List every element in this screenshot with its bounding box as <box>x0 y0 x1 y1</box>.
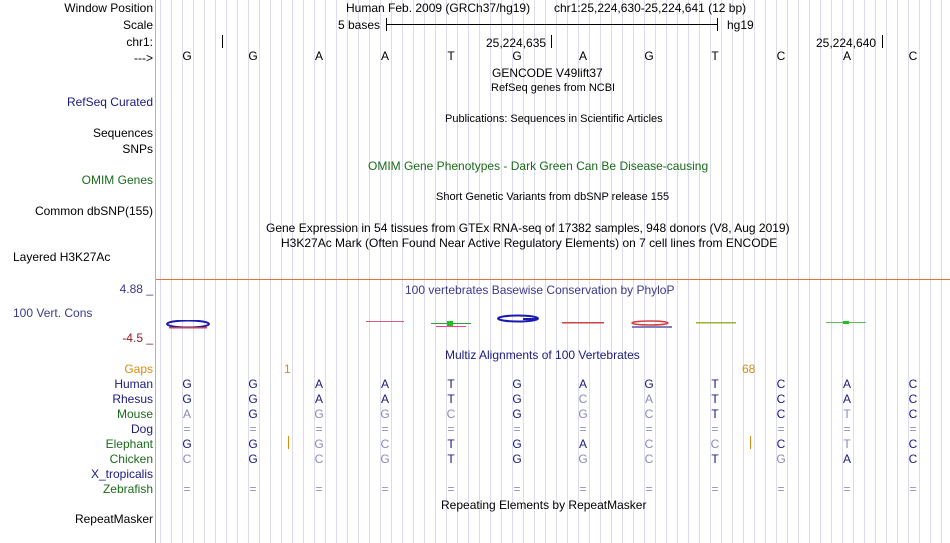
alignment-base: G <box>776 452 786 466</box>
species-label[interactable]: Chicken <box>109 452 153 466</box>
gaps-label: Gaps <box>124 362 153 376</box>
guide-line <box>743 0 744 543</box>
cons-track-label[interactable]: 100 Vert. Cons <box>13 306 93 320</box>
alignment-base: = <box>711 482 719 496</box>
alignment-base: = <box>447 422 455 436</box>
alignment-base: A <box>380 377 389 391</box>
guide-line <box>226 0 227 543</box>
reference-base: A <box>380 49 389 63</box>
alignment-base: A <box>644 392 653 406</box>
alignment-base: = <box>513 422 521 436</box>
species-label[interactable]: X_tropicalis <box>90 467 153 481</box>
alignment-base: = <box>711 422 719 436</box>
guide-line <box>688 0 689 543</box>
guide-line <box>435 0 436 543</box>
alignment-base: G <box>248 392 258 406</box>
repeatmasker-title[interactable]: Repeating Elements by RepeatMasker <box>441 498 647 512</box>
alignment-base: C <box>776 407 786 421</box>
alignment-base: G <box>248 452 258 466</box>
alignment-base: = <box>909 482 917 496</box>
alignment-base: G <box>314 437 324 451</box>
window-position-label: Window Position <box>64 1 153 15</box>
alignment-base: G <box>182 392 192 406</box>
alignment-base: A <box>842 377 851 391</box>
h3k27ac-track-label[interactable]: Layered H3K27Ac <box>13 250 111 264</box>
guide-line <box>809 0 810 543</box>
alignment-base: C <box>776 377 786 391</box>
guide-line <box>336 0 337 543</box>
guide-line <box>875 0 876 543</box>
alignment-base: G <box>380 452 390 466</box>
reference-base: T <box>447 49 455 63</box>
ruler-tick <box>222 35 223 48</box>
guide-line <box>930 0 931 543</box>
alignment-base: C <box>776 437 786 451</box>
guide-line <box>358 0 359 543</box>
guide-line <box>369 0 370 543</box>
ruler-coord-2: 25,224,640 <box>816 36 877 50</box>
logo-small-icon <box>366 320 404 324</box>
alignment-base: G <box>248 377 258 391</box>
alignment-base: A <box>578 377 587 391</box>
alignment-base: G <box>512 437 522 451</box>
alignment-base: G <box>578 407 588 421</box>
alignment-base: = <box>315 422 323 436</box>
guide-line <box>413 0 414 543</box>
refseq-track-label[interactable]: RefSeq Curated <box>66 95 153 109</box>
scale-bar-line <box>386 24 718 25</box>
chrom-label: chr1: <box>126 35 153 49</box>
alignment-base: T <box>843 437 851 451</box>
guide-line <box>347 0 348 543</box>
gap-count-2: 68 <box>742 362 756 376</box>
reference-base: G <box>644 49 654 63</box>
guide-line <box>666 0 667 543</box>
alignment-base: G <box>182 437 192 451</box>
alignment-base: C <box>644 437 654 451</box>
alignment-base: G <box>512 407 522 421</box>
alignment-base: = <box>777 482 785 496</box>
logo-g-icon <box>166 320 212 330</box>
reference-base: G <box>512 49 522 63</box>
scale-bar-label: 5 bases <box>338 18 381 32</box>
alignment-base: = <box>843 422 851 436</box>
species-label[interactable]: Mouse <box>116 407 153 421</box>
guide-line <box>765 0 766 543</box>
reference-base: C <box>908 49 918 63</box>
species-label[interactable]: Elephant <box>105 437 153 451</box>
guide-line <box>864 0 865 543</box>
alignment-base: = <box>513 482 521 496</box>
alignment-base: G <box>512 377 522 391</box>
alignment-base: C <box>314 452 324 466</box>
alignment-base: A <box>842 452 851 466</box>
alignment-base: = <box>579 482 587 496</box>
alignment-base: C <box>182 452 192 466</box>
alignment-base: A <box>314 392 323 406</box>
reference-base: G <box>182 49 192 63</box>
alignment-base: T <box>843 407 851 421</box>
guide-line <box>292 0 293 543</box>
logo-a-icon <box>826 320 866 326</box>
guide-line <box>732 0 733 543</box>
ruler-coord-1: 25,224,635 <box>486 36 547 50</box>
ruler-tick <box>551 35 552 48</box>
omim-title[interactable]: OMIM Gene Phenotypes - Dark Green Can Be Disease-causing <box>368 159 709 173</box>
logo-g-icon <box>497 314 543 324</box>
alignment-base: T <box>711 407 719 421</box>
alignment-base: A <box>314 377 323 391</box>
guide-line <box>831 0 832 543</box>
alignment-base: C <box>578 392 588 406</box>
alignment-base: = <box>381 482 389 496</box>
alignment-base: G <box>578 452 588 466</box>
alignment-base: C <box>380 437 390 451</box>
insertion-marker <box>288 436 289 449</box>
alignment-base: = <box>843 482 851 496</box>
phylop-title[interactable]: 100 vertebrates Basewise Conservation by PhyloP <box>405 283 675 297</box>
guide-line <box>215 0 216 543</box>
alignment-base: = <box>909 422 917 436</box>
species-label[interactable]: Human <box>114 377 153 391</box>
guide-line <box>754 0 755 543</box>
alignment-base: = <box>381 422 389 436</box>
omim-track-label[interactable]: OMIM Genes <box>81 173 153 187</box>
gtex-title[interactable]: Gene Expression in 54 tissues from GTEx RNA-seq of 17382 samples, 948 donors (V8, Aug 2019) <box>266 221 790 235</box>
alignment-base: = <box>447 482 455 496</box>
alignment-base: T <box>447 437 455 451</box>
alignment-base: = <box>183 422 191 436</box>
alignment-base: T <box>447 377 455 391</box>
cons-max-label: 4.88 _ <box>119 282 153 296</box>
logo-t-icon <box>696 320 736 326</box>
snps-track-label[interactable]: SNPs <box>122 142 153 156</box>
alignment-base: G <box>644 377 654 391</box>
scale-label: Scale <box>122 18 153 32</box>
assembly-title: Human Feb. 2009 (GRCh37/hg19) <box>346 1 531 15</box>
reference-base: G <box>248 49 258 63</box>
sequences-track-label[interactable]: Sequences <box>92 126 153 140</box>
alignment-base: C <box>776 392 786 406</box>
guide-line <box>479 0 480 543</box>
guide-line <box>160 0 161 543</box>
guide-line <box>941 0 942 543</box>
reference-base: A <box>314 49 323 63</box>
alignment-base: G <box>380 407 390 421</box>
cons-min-label: -4.5 _ <box>122 331 153 345</box>
dbsnp-track-label[interactable]: Common dbSNP(155) <box>34 204 153 218</box>
logo-mixed-icon <box>628 320 674 329</box>
alignment-base: T <box>711 377 719 391</box>
guide-line <box>622 0 623 543</box>
alignment-base: C <box>710 437 720 451</box>
alignment-base: C <box>908 452 918 466</box>
guide-line <box>633 0 634 543</box>
alignment-base: C <box>908 437 918 451</box>
alignment-base: = <box>249 422 257 436</box>
guide-line <box>677 0 678 543</box>
logo-a-icon <box>562 320 604 326</box>
alignment-base: C <box>644 452 654 466</box>
reference-base: A <box>578 49 587 63</box>
alignment-base: C <box>644 407 654 421</box>
guide-line <box>281 0 282 543</box>
alignment-base: G <box>248 437 258 451</box>
alignment-base: = <box>579 422 587 436</box>
guide-line <box>886 0 887 543</box>
guide-line <box>237 0 238 543</box>
alignment-base: G <box>248 407 258 421</box>
alignment-base: A <box>182 407 191 421</box>
species-label[interactable]: Rhesus <box>112 392 153 406</box>
strand-label[interactable]: ---> <box>134 51 153 65</box>
guide-line <box>699 0 700 543</box>
refseq-title[interactable]: RefSeq genes from NCBI <box>491 82 616 94</box>
dbsnp-title[interactable]: Short Genetic Variants from dbSNP release 155 <box>436 191 670 203</box>
h3k27ac-title[interactable]: H3K27Ac Mark (Often Found Near Active Regulatory Elements) on 7 cell lines from ENCODE <box>281 236 778 250</box>
gencode-title[interactable]: GENCODE V49lift37 <box>492 66 603 80</box>
alignment-base: C <box>908 392 918 406</box>
alignment-base: G <box>512 452 522 466</box>
guide-line <box>402 0 403 543</box>
species-label[interactable]: Zebrafish <box>102 482 153 496</box>
guide-line <box>468 0 469 543</box>
guide-line <box>303 0 304 543</box>
alignment-base: C <box>908 407 918 421</box>
alignment-base: G <box>182 377 192 391</box>
alignment-base: A <box>842 392 851 406</box>
alignment-base: G <box>314 407 324 421</box>
guide-line <box>798 0 799 543</box>
guide-line <box>424 0 425 543</box>
insertion-marker <box>750 436 751 449</box>
reference-base: C <box>776 49 786 63</box>
alignment-base: A <box>380 392 389 406</box>
guide-line <box>897 0 898 543</box>
alignment-base: A <box>578 437 587 451</box>
reference-base: A <box>842 49 851 63</box>
publications-title[interactable]: Publications: Sequences in Scientific Articles <box>445 113 663 125</box>
alignment-base: = <box>183 482 191 496</box>
guide-line <box>820 0 821 543</box>
track-separator <box>156 279 950 280</box>
position-text[interactable]: chr1:25,224,630-25,224,641 (12 bp) <box>554 1 747 15</box>
alignment-base: = <box>777 422 785 436</box>
alignment-base: = <box>645 482 653 496</box>
multiz-title[interactable]: Multiz Alignments of 100 Vertebrates <box>445 348 640 362</box>
scale-db-label: hg19 <box>727 18 754 32</box>
guide-line <box>270 0 271 543</box>
guide-line <box>171 0 172 543</box>
species-label[interactable]: Dog <box>130 422 153 436</box>
alignment-base: C <box>446 407 456 421</box>
alignment-base: G <box>512 392 522 406</box>
logo-t-icon <box>431 320 471 328</box>
alignment-base: T <box>711 392 719 406</box>
alignment-base: T <box>447 392 455 406</box>
alignment-base: C <box>908 377 918 391</box>
guide-line <box>204 0 205 543</box>
gap-count-1: 1 <box>284 362 291 376</box>
alignment-base: = <box>315 482 323 496</box>
alignment-base: T <box>711 452 719 466</box>
track-label-column <box>0 0 155 543</box>
alignment-base: = <box>645 422 653 436</box>
ruler-tick <box>882 35 883 48</box>
alignment-base: = <box>249 482 257 496</box>
repeatmasker-track-label[interactable]: RepeatMasker <box>74 512 153 526</box>
alignment-base: T <box>447 452 455 466</box>
reference-base: T <box>711 49 719 63</box>
